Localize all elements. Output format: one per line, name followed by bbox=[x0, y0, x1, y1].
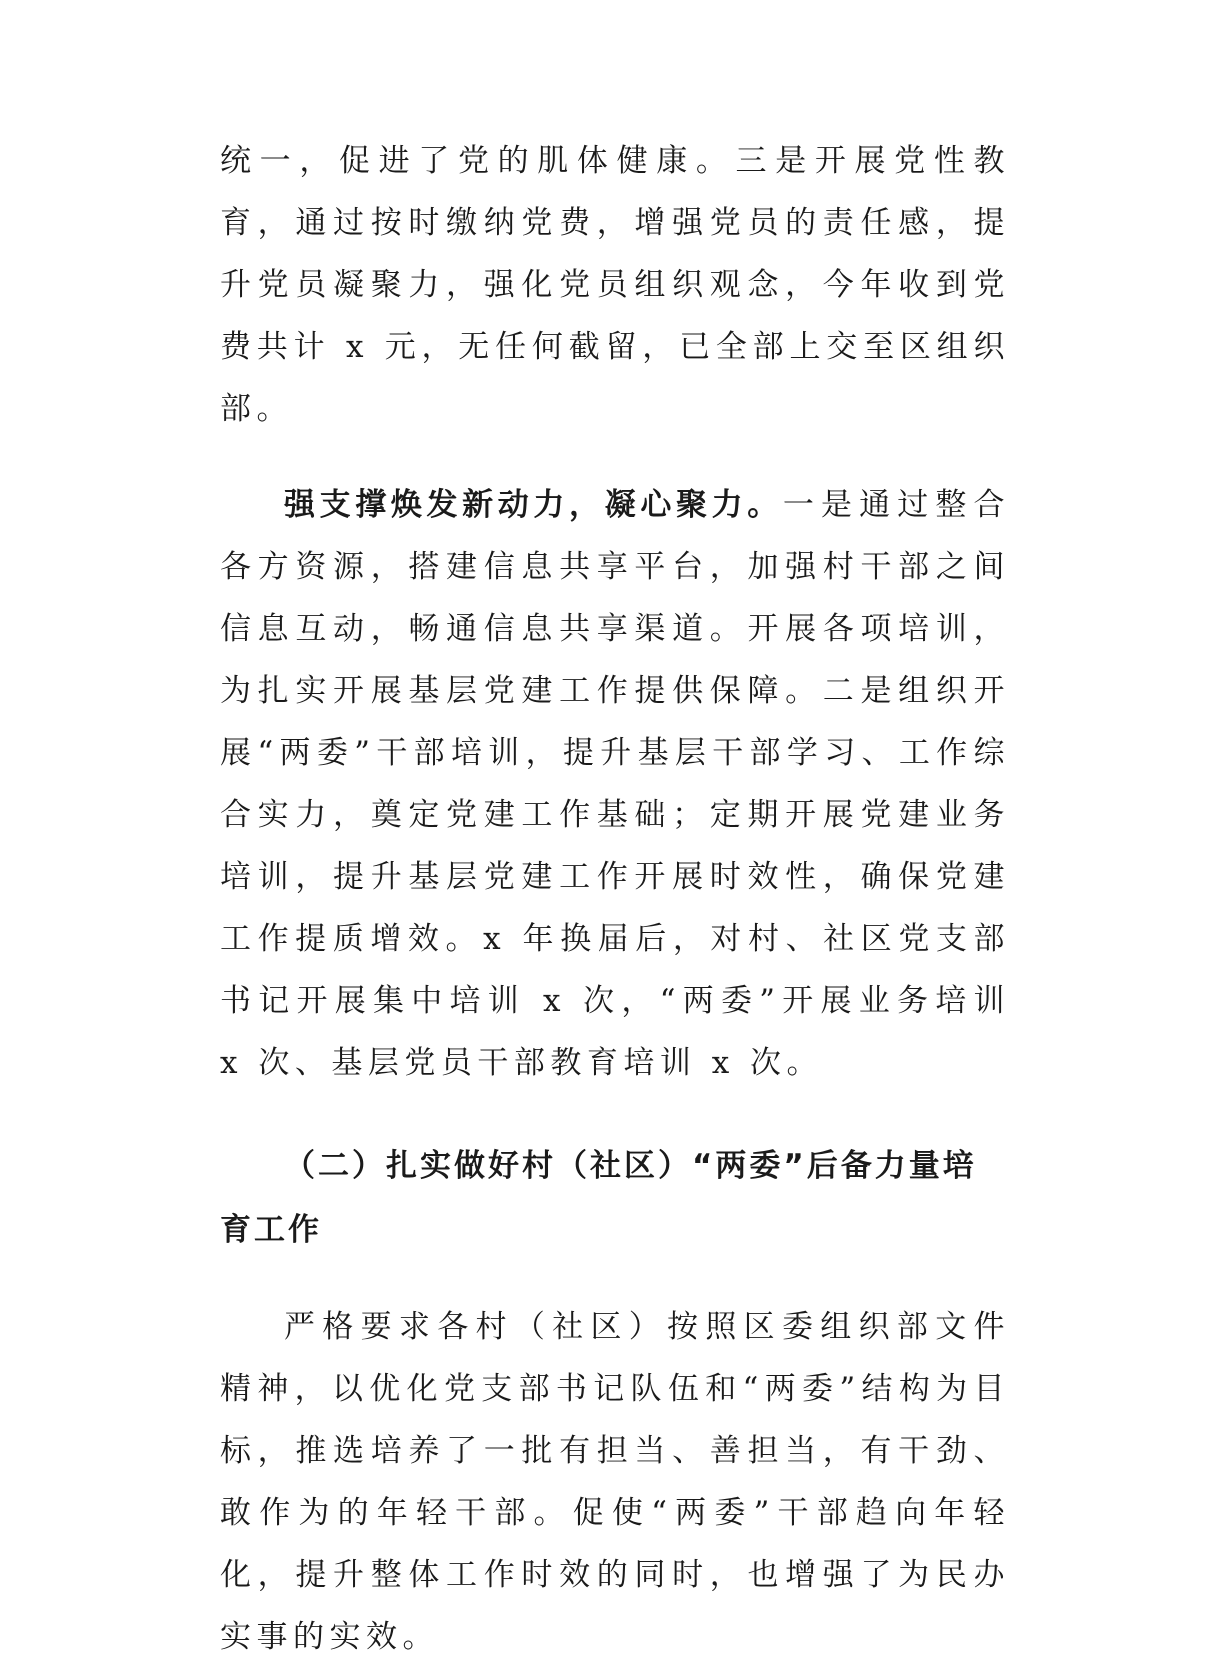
paragraph-party-education: 统一，促进了党的肌体健康。三是开展党性教育，通过按时缴纳党费，增强党员的责任感，提升党员凝聚力，强化党员组织观念，今年收到党费共计 x 元，无任何截留，已全部上交至区组织部。 bbox=[220, 143, 1010, 427]
section-heading: （二）扎实做好村（社区）“两委”后备力量培育工作 bbox=[220, 1148, 977, 1248]
paragraph-reserve-cadres: 严格要求各村（社区）按照区委组织部文件精神，以优化党支部书记队伍和“两委”结构为目标，推选培养了一批有担当、善担当，有干劲、敢作为的年轻干部。促使“两委”干部趋向年轻化，提升整体工作时效的同时，也增强了为民办实事的实效。 bbox=[220, 1309, 1010, 1655]
paragraph-lead-bold: 强支撑焕发新动力，凝心聚力。 bbox=[284, 487, 783, 523]
paragraph-support-momentum bbox=[220, 474, 1010, 1094]
document-page bbox=[220, 130, 1010, 1668]
paragraph-body: 一是通过整合各方资源，搭建信息共享平台，加强村干部之间信息互动，畅通信息共享渠道。开展各项培训，为扎实开展基层党建工作提供保障。二是组织开展“两委”干部培训，提升基层干部学习、工作综合实力，奠定党建工作基础；定期开展党建业务培训，提升基层党建工作开展时效性，确保党建工作提质增效。x 年换届后，对村、社区党支部书记开展集中培训 x 次，“两委”开展业务培训 x 次、基层党员干部教育培训 x 次。 bbox=[220, 487, 1011, 1081]
